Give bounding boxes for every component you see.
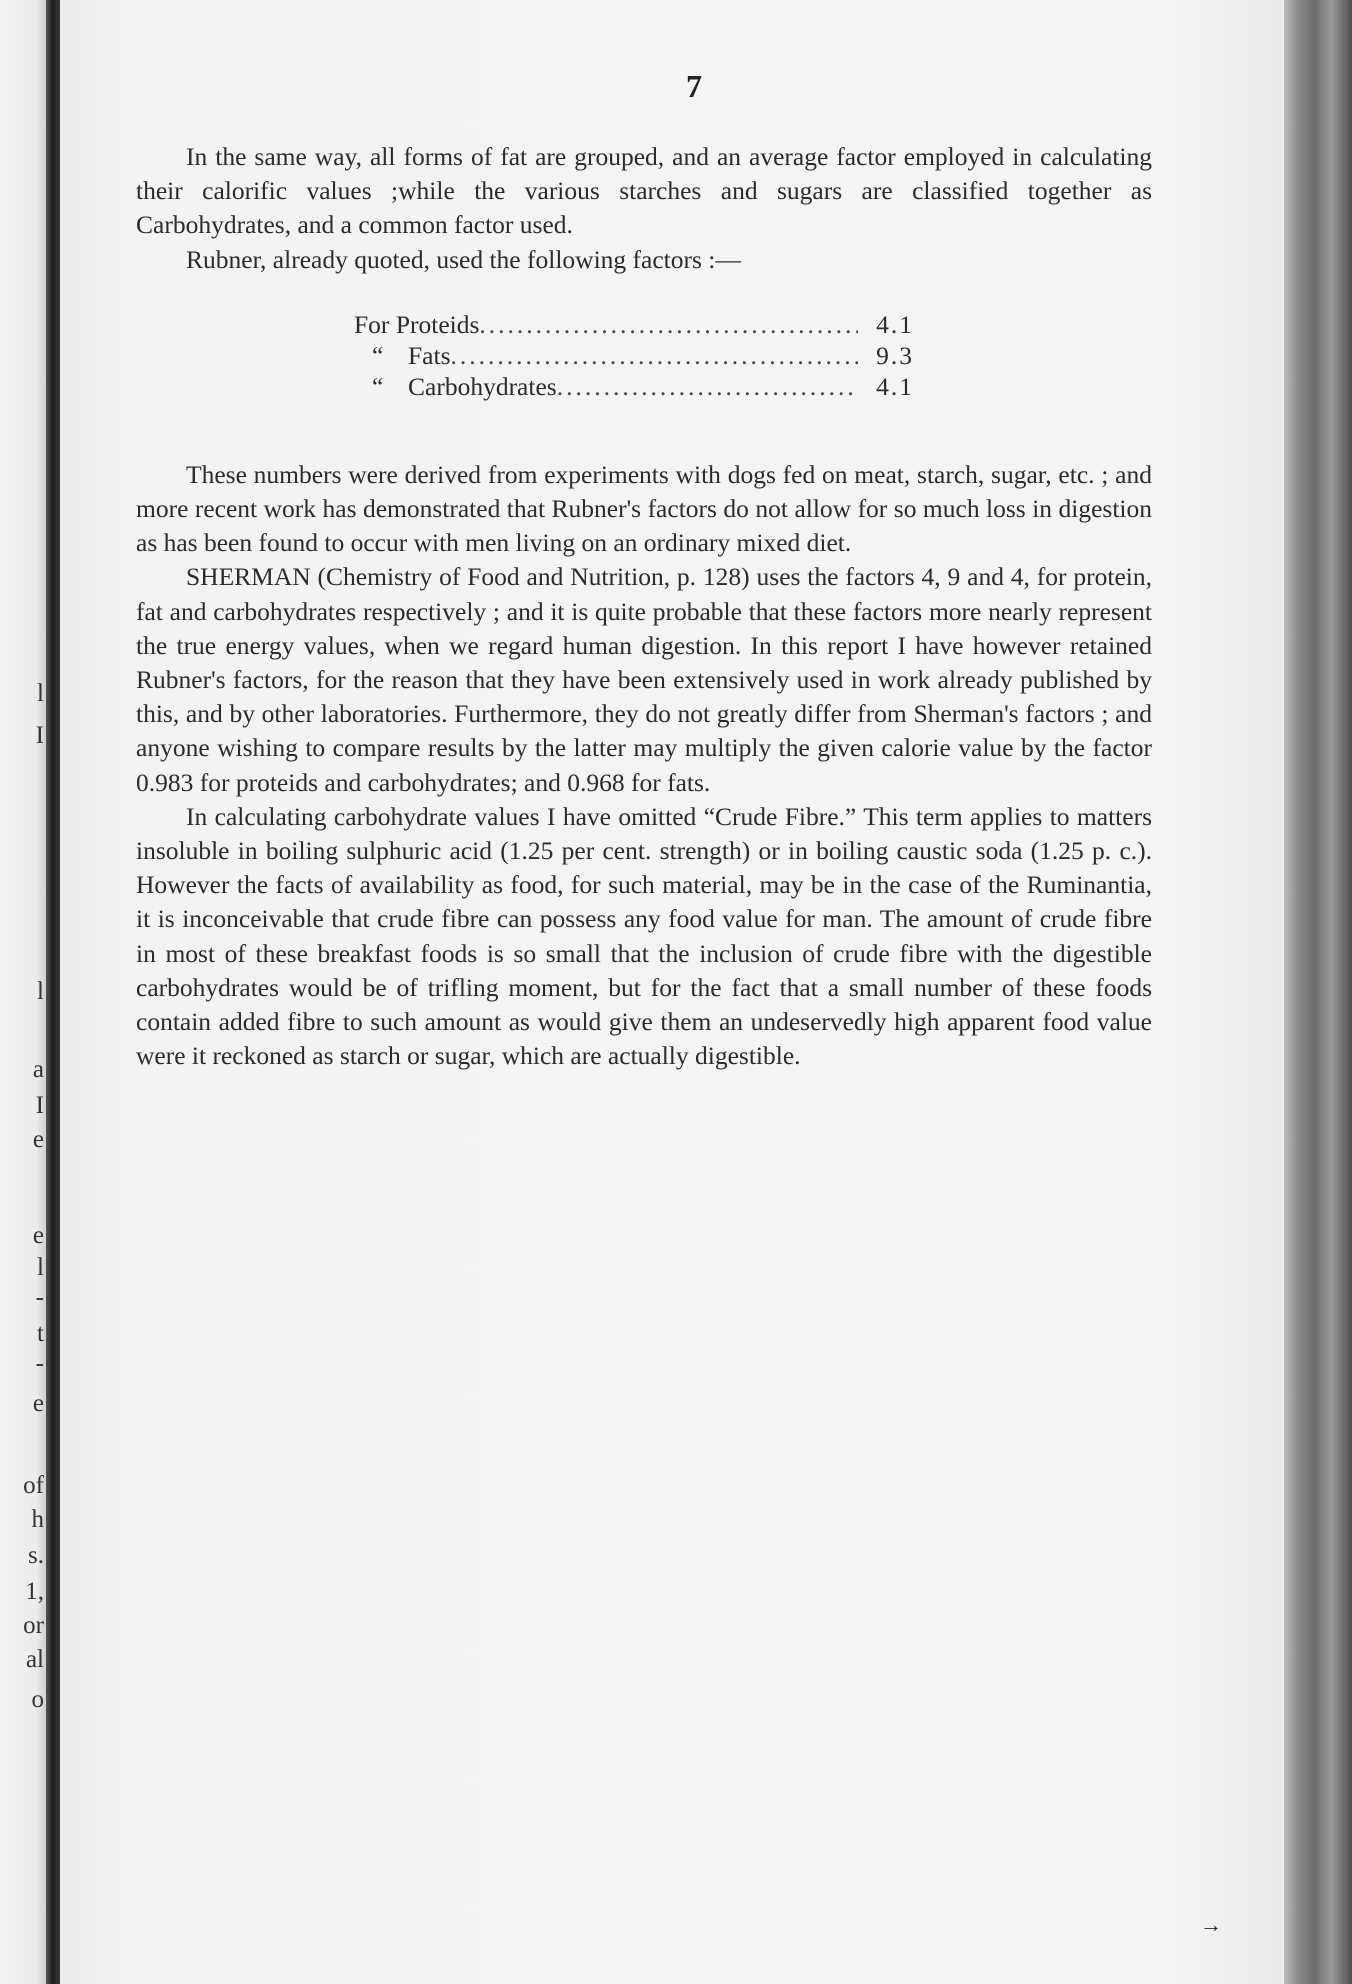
margin-fragment: t (37, 1320, 44, 1347)
ditto-mark: “ (372, 340, 384, 370)
factor-label: Fats (408, 340, 451, 370)
margin-fragment: of (23, 1472, 44, 1499)
margin-fragment: I (35, 722, 44, 749)
margin-fragment: - (35, 1350, 44, 1377)
margin-fragment: l (37, 680, 44, 707)
factor-value: 4.1 (876, 309, 914, 339)
factor-prefix: For (354, 309, 390, 339)
margin-fragment: - (35, 1284, 44, 1311)
margin-fragment: s. (28, 1542, 44, 1569)
paragraph-sherman: SHERMAN (Chemistry of Food and Nutrition, p. 128) uses the factors 4, 9 and 4, for protein, fat and carbohydrates respectively ; and it is quite probable that these factors more nearly represent the true energy values, when we regard human digestion. In this report I have however retained Rubner's factors, for the reason that they have been extensively used in work already published by this, and by other laboratories. Furthermore, they do not greatly differ from Sherman's factors ; and anyone wishing to compare results by the latter may multiply the given calorie value by the factor 0.983 for proteids and carbohydrates; and 0.968 for fats. (136, 562, 1152, 797)
book-edge-right (1284, 0, 1352, 1984)
leader-dots (451, 340, 858, 371)
margin-fragment: l (37, 1254, 44, 1281)
factor-row-proteids (354, 309, 914, 340)
factor-row-fats (354, 340, 914, 371)
page-number: 7 (686, 68, 702, 104)
margin-fragment: I (35, 1092, 44, 1119)
margin-fragment: 1, (25, 1578, 44, 1605)
margin-fragment: e (32, 1222, 44, 1249)
margin-fragment: or (23, 1612, 44, 1639)
leader-dots (557, 371, 858, 402)
leader-dots (479, 309, 858, 340)
factor-value: 9.3 (876, 340, 914, 370)
paragraph-dog-experiments: These numbers were derived from experiments with dogs fed on meat, starch, sugar, etc. ; and more recent work has demonstrated that Rubner's factors do not allow for so much loss in digestion as has been found to occur with men living on an ordinary mixed diet. (136, 459, 1152, 558)
paragraph-crude-fibre: In calculating carbohydrate values I have omitted “Crude Fibre.” This term applies to matters insoluble in boiling sulphuric acid (1.25 per cent. strength) or in boiling caustic soda (1.25 p. c.). However the facts of availability as food, for such material, may be in the case of the Ruminantia, it is inconceivable that crude fibre can possess any food value for man. The amount of crude fibre in most of these breakfast foods is so small that the inclusion of crude fibre with the digestible carbohydrates would be of trifling moment, but for the fact that a small number of these foods contain added fibre to such amount as would give them an undeservedly high apparent food value were it reckoned as starch or sugar, which are actually digestible. (136, 801, 1152, 1071)
corner-mark: → (1200, 1912, 1222, 1937)
ditto-mark: “ (372, 371, 384, 401)
margin-fragment: l (37, 978, 44, 1005)
margin-fragment: e (32, 1390, 44, 1417)
factor-label: Carbohydrates (408, 371, 557, 401)
margin-fragment: o (31, 1686, 44, 1713)
margin-fragment: e (32, 1126, 44, 1153)
margin-fragment: a (32, 1056, 44, 1083)
factor-value: 4.1 (876, 371, 914, 401)
factor-table (354, 309, 914, 402)
factor-row-carbohydrates (354, 371, 914, 402)
margin-fragment: h (31, 1506, 44, 1533)
margin-fragment: al (25, 1646, 44, 1673)
previous-page-edge (0, 0, 52, 1984)
paragraph-rubner-intro: Rubner, already quoted, used the following factors :— (186, 244, 741, 274)
factor-label: Proteids (395, 309, 480, 339)
paragraph-fat-grouping: In the same way, all forms of fat are grouped, and an average factor employed in calculating their calorific values ;while the various starches and sugars are classified together as Carbohydrates, and a common factor used. (136, 142, 1152, 240)
body-text (136, 140, 1152, 1073)
